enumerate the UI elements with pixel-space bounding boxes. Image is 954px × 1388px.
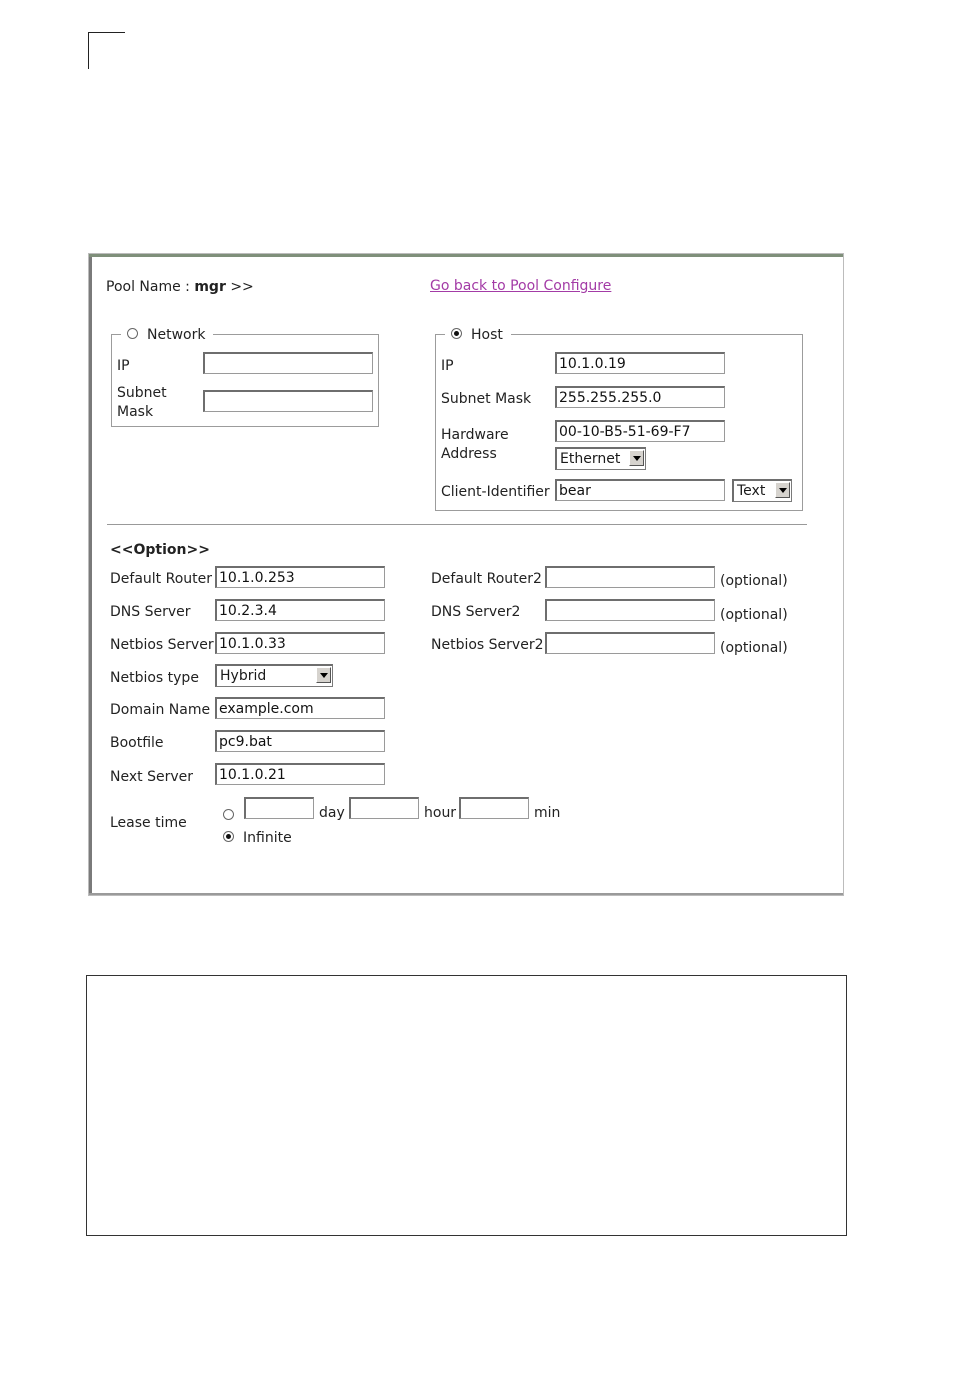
client-id-label: Client-Identifier	[441, 484, 550, 500]
pool-name-suffix: >>	[230, 279, 254, 295]
host-subnet-label: Subnet Mask	[441, 391, 532, 407]
page-corner-mark	[88, 32, 125, 69]
network-legend-label: Network	[147, 327, 206, 343]
option-heading: <<Option>>	[110, 542, 210, 558]
network-radio[interactable]	[127, 328, 138, 339]
client-id-type-select[interactable]: Text	[732, 479, 792, 502]
default-router2-input[interactable]	[545, 566, 715, 588]
pool-name-value: mgr	[194, 279, 226, 295]
network-legend[interactable]	[121, 327, 213, 343]
dns-server2-label: DNS Server2	[431, 604, 521, 620]
chevron-down-icon[interactable]	[775, 482, 790, 498]
host-ip-input[interactable]: 10.1.0.19	[555, 352, 725, 374]
lease-day-unit: day	[319, 805, 345, 821]
lease-time-label: Lease time	[110, 815, 187, 831]
empty-bordered-box	[86, 975, 847, 1236]
host-legend-label: Host	[471, 327, 503, 343]
lease-infinite-radio[interactable]	[223, 831, 234, 842]
bootfile-input[interactable]: pc9.bat	[215, 730, 385, 752]
client-id-input[interactable]: bear	[555, 479, 725, 501]
lease-timed-radio[interactable]	[223, 809, 234, 820]
domain-name-label: Domain Name	[110, 702, 211, 718]
pool-name-label: Pool Name :	[106, 279, 190, 295]
dns-server-input[interactable]: 10.2.3.4	[215, 599, 385, 621]
lease-hour-input[interactable]	[349, 797, 419, 819]
default-router-input[interactable]: 10.1.0.253	[215, 566, 385, 588]
host-radio[interactable]	[451, 328, 462, 339]
network-ip-input[interactable]	[203, 352, 373, 374]
lease-infinite-option[interactable]	[223, 830, 292, 846]
dns-server2-optional: (optional)	[720, 607, 788, 623]
lease-infinite-label: Infinite	[243, 830, 292, 846]
dhcp-host-config-panel	[88, 253, 844, 896]
chevron-down-icon[interactable]	[629, 450, 644, 466]
bootfile-label: Bootfile	[110, 735, 164, 751]
default-router2-optional: (optional)	[720, 573, 788, 589]
netbios-server2-input[interactable]	[545, 632, 715, 654]
default-router2-label: Default Router2	[431, 571, 542, 587]
lease-hour-unit: hour	[424, 805, 457, 821]
host-legend[interactable]	[445, 327, 511, 343]
host-ip-label: IP	[441, 358, 454, 374]
lease-min-unit: min	[534, 805, 561, 821]
next-server-label: Next Server	[110, 769, 193, 785]
host-hardware-label: Hardware Address	[441, 427, 509, 462]
hardware-type-select[interactable]: Ethernet	[555, 447, 646, 470]
network-ip-label: IP	[117, 358, 130, 374]
lease-day-input[interactable]	[244, 797, 314, 819]
default-router-label: Default Router	[110, 571, 212, 587]
dns-server2-input[interactable]	[545, 599, 715, 621]
frame-top-edge	[89, 254, 843, 257]
network-subnet-input[interactable]	[203, 390, 373, 412]
next-server-input[interactable]: 10.1.0.21	[215, 763, 385, 785]
netbios-server-input[interactable]: 10.1.0.33	[215, 632, 385, 654]
host-subnet-input[interactable]: 255.255.255.0	[555, 386, 725, 408]
frame-left-edge	[89, 254, 92, 895]
domain-name-input[interactable]: example.com	[215, 697, 385, 719]
network-subnet-label: Subnet Mask	[117, 385, 167, 420]
netbios-type-label: Netbios type	[110, 670, 199, 686]
netbios-server-label: Netbios Server	[110, 637, 214, 653]
back-to-pool-configure-link[interactable]: Go back to Pool Configure	[430, 278, 612, 294]
host-hardware-input[interactable]: 00-10-B5-51-69-F7	[555, 420, 725, 442]
netbios-server2-label: Netbios Server2	[431, 637, 544, 653]
section-divider	[107, 524, 807, 526]
pool-name-row	[106, 279, 254, 295]
dns-server-label: DNS Server	[110, 604, 191, 620]
netbios-type-select[interactable]: Hybrid	[215, 664, 333, 687]
lease-min-input[interactable]	[459, 797, 529, 819]
netbios-server2-optional: (optional)	[720, 640, 788, 656]
chevron-down-icon[interactable]	[316, 667, 331, 683]
frame-bottom-edge	[89, 893, 843, 895]
